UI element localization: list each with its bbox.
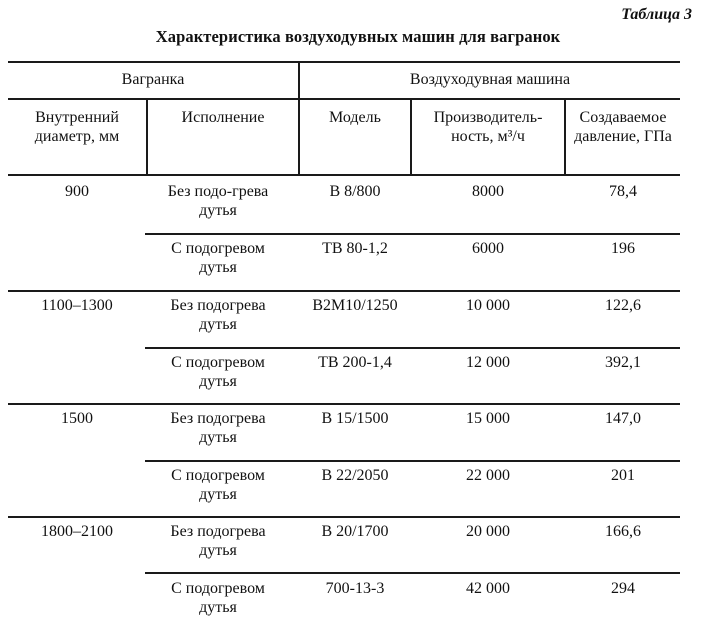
- capacity-cell: 8000: [472, 183, 504, 200]
- pressure-cell: 122,6: [605, 297, 641, 314]
- capacity-cell: 20 000: [466, 523, 510, 540]
- table-number-label: Таблица 3: [621, 6, 692, 23]
- model-cell: 700-13-3: [325, 580, 385, 597]
- capacity-cell: 15 000: [466, 410, 510, 427]
- pressure-cell: 196: [611, 240, 635, 257]
- header-model: Модель: [329, 109, 381, 126]
- header-group-blower: Воздуходувная машина: [409, 71, 571, 88]
- header-pressure: Создаваемое давление, ГПа: [574, 109, 672, 145]
- capacity-cell: 12 000: [466, 354, 510, 371]
- group-rule: [8, 290, 680, 292]
- row-rule: [145, 233, 680, 235]
- row-rule: [145, 460, 680, 462]
- header-bottom-rule: [8, 174, 680, 176]
- pressure-cell: 166,6: [605, 523, 641, 540]
- pressure-cell: 294: [611, 580, 635, 597]
- group-rule: [8, 516, 680, 518]
- pressure-cell: 78,4: [609, 183, 637, 200]
- pressure-cell: 201: [611, 467, 635, 484]
- row-rule: [145, 572, 680, 574]
- table-title: Характеристика воздуходувных машин для вагранок: [155, 27, 561, 46]
- top-rule: [8, 61, 680, 63]
- execution-cell: С подогревом дутья: [171, 240, 265, 276]
- capacity-cell: 42 000: [466, 580, 510, 597]
- diameter-cell: 1800–2100: [41, 523, 113, 540]
- execution-cell: Без подогрева дутья: [170, 410, 266, 446]
- capacity-cell: 22 000: [466, 467, 510, 484]
- capacity-cell: 10 000: [466, 297, 510, 314]
- diameter-cell: 900: [65, 183, 89, 200]
- model-cell: В 22/2050: [321, 467, 389, 484]
- execution-cell: С подогревом дутья: [171, 580, 265, 616]
- model-cell: В 15/1500: [321, 410, 389, 427]
- diameter-cell: 1500: [61, 410, 93, 427]
- model-cell: В 8/800: [329, 183, 381, 200]
- header-group-vagranka: Вагранка: [121, 71, 185, 88]
- execution-cell: С подогревом дутья: [171, 354, 265, 390]
- subheader-rule: [8, 98, 680, 100]
- header-capacity: Производитель-ность, м³/ч: [433, 109, 543, 145]
- execution-cell: Без подо-грева дутья: [167, 183, 269, 219]
- model-cell: ТВ 200-1,4: [318, 354, 392, 371]
- header-diameter: Внутренний диаметр, мм: [34, 109, 120, 145]
- group-rule: [8, 403, 680, 405]
- row-rule: [145, 347, 680, 349]
- pressure-cell: 147,0: [605, 410, 641, 427]
- model-cell: В 20/1700: [321, 523, 389, 540]
- execution-cell: Без подогрева дутья: [170, 297, 266, 333]
- diameter-cell: 1100–1300: [41, 297, 113, 314]
- model-cell: В2М10/1250: [312, 297, 398, 314]
- model-cell: ТВ 80-1,2: [322, 240, 388, 257]
- header-execution: Исполнение: [181, 109, 265, 126]
- capacity-cell: 6000: [472, 240, 504, 257]
- execution-cell: С подогревом дутья: [171, 467, 265, 503]
- pressure-cell: 392,1: [605, 354, 641, 371]
- execution-cell: Без подогрева дутья: [170, 523, 266, 559]
